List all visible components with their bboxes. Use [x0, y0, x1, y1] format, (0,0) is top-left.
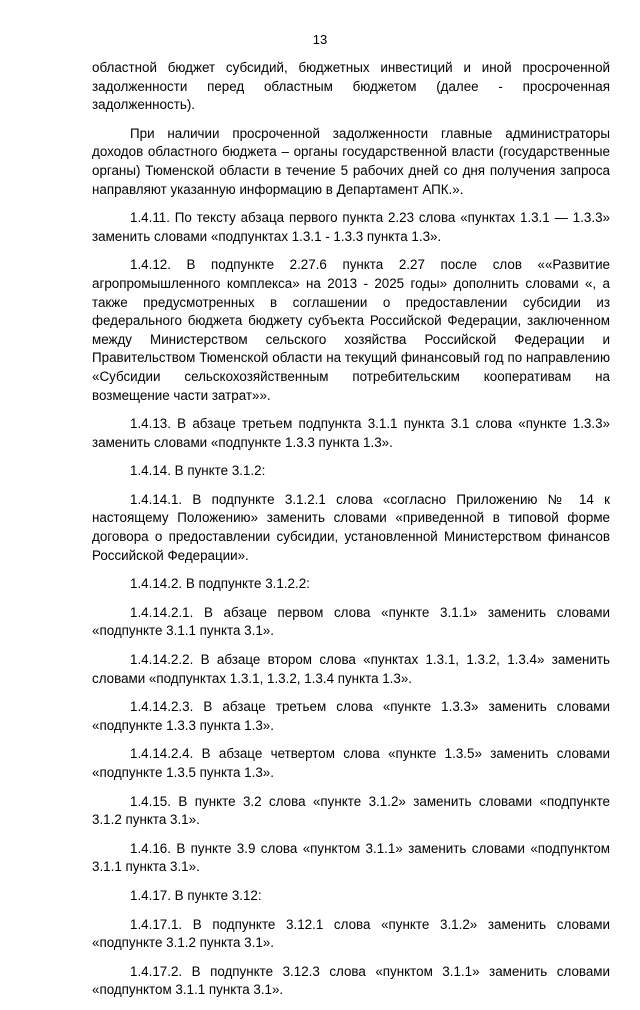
paragraph: 1.4.14.2.3. В абзаце третьем слова «пункте 1.3.3» заменить словами «подпункте 1.3.3 пункта 1.3». — [92, 699, 610, 733]
paragraph: 1.4.17.1. В подпункте 3.12.1 слова «пункте 3.1.2» заменить словами «подпункте 3.1.2 пункта 3.1». — [92, 916, 610, 951]
paragraph: 1.4.11. По тексту абзаца первого пункта 2.23 слова «пунктах 1.3.1 — 1.3.3» заменить словами «подпунктах 1.3.1 - 1.3.3 пункта 1.3». — [92, 210, 610, 244]
paragraph: 1.4.12. В подпункте 2.27.6 пункта 2.27 после слов ««Развитие агропромышленного комплекса» на 2013 - 2025 годы» дополнить словами «, а также предусмотренных в соглашении о предоставлении субсидии из федерального бюджета бюджету субъекта Российской Федерации, заключенном между Министерством сельского хозяйства Российской Федерации и Правительством Тюменской области на текущий финансовый год по направлению «Субсидии сельскохозяйственным потребительским кооперативам на возмещение части затрат»». — [92, 257, 610, 403]
document-body — [92, 59, 610, 1010]
paragraph: 1.4.16. В пункте 3.9 слова «пунктом 3.1.1» заменить словами «подпунктом 3.1.1 пункта 3.1». — [92, 840, 610, 875]
paragraph: 1.4.17. В пункте 3.12: — [130, 887, 262, 903]
paragraph: 1.4.14.2.1. В абзаце первом слова «пункте 3.1.1» заменить словами «подпункте 3.1.1 пункта 3.1». — [92, 604, 610, 639]
paragraph: 1.4.15. В пункте 3.2 слова «пункте 3.1.2» заменить словами «подпункте 3.1.2 пункта 3.1». — [92, 793, 610, 828]
paragraph: При наличии просроченной задолженности главные администраторы доходов областного бюджета – органы государственной власти (государственные органы) Тюменской области в течение 5 рабочих дней со дня получения запроса направляют указанную информацию в Департамент АПК.». — [92, 125, 610, 197]
paragraph: 1.4.17.2. В подпункте 3.12.3 слова «пунктом 3.1.1» заменить словами «подпунктом 3.1.1 пункта 3.1». — [92, 963, 610, 998]
paragraph: 1.4.14. В пункте 3.1.2: — [130, 463, 266, 479]
paragraph: 1.4.14.2.2. В абзаце втором слова «пунктах 1.3.1, 1.3.2, 1.3.4» заменить словами «подпунктах 1.3.1, 1.3.2, 1.3.4 пункта 1.3». — [92, 652, 610, 686]
page-number: 13 — [312, 32, 328, 47]
paragraph: 1.4.14.1. В подпункте 3.1.2.1 слова «согласно Приложению № 14 к настоящему Положению» заменить словами «приведенной в типовой форме договора о предоставлении субсидии, установленной Министерством финансов Российской Федерации». — [92, 491, 610, 563]
paragraph: 1.4.14.2. В подпункте 3.1.2.2: — [130, 576, 310, 592]
paragraph: 1.4.13. В абзаце третьем подпункта 3.1.1 пункта 3.1 слова «пункте 1.3.3» заменить словами «подпункте 1.3.3 пункта 1.3». — [92, 416, 610, 450]
paragraph: 1.4.14.2.4. В абзаце четвертом слова «пункте 1.3.5» заменить словами «подпункте 1.3.5 пункта 1.3». — [92, 746, 610, 780]
paragraph: областной бюджет субсидий, бюджетных инвестиций и иной просроченной задолженности перед областным бюджетом (далее - просроченная задолженность). — [92, 60, 610, 113]
